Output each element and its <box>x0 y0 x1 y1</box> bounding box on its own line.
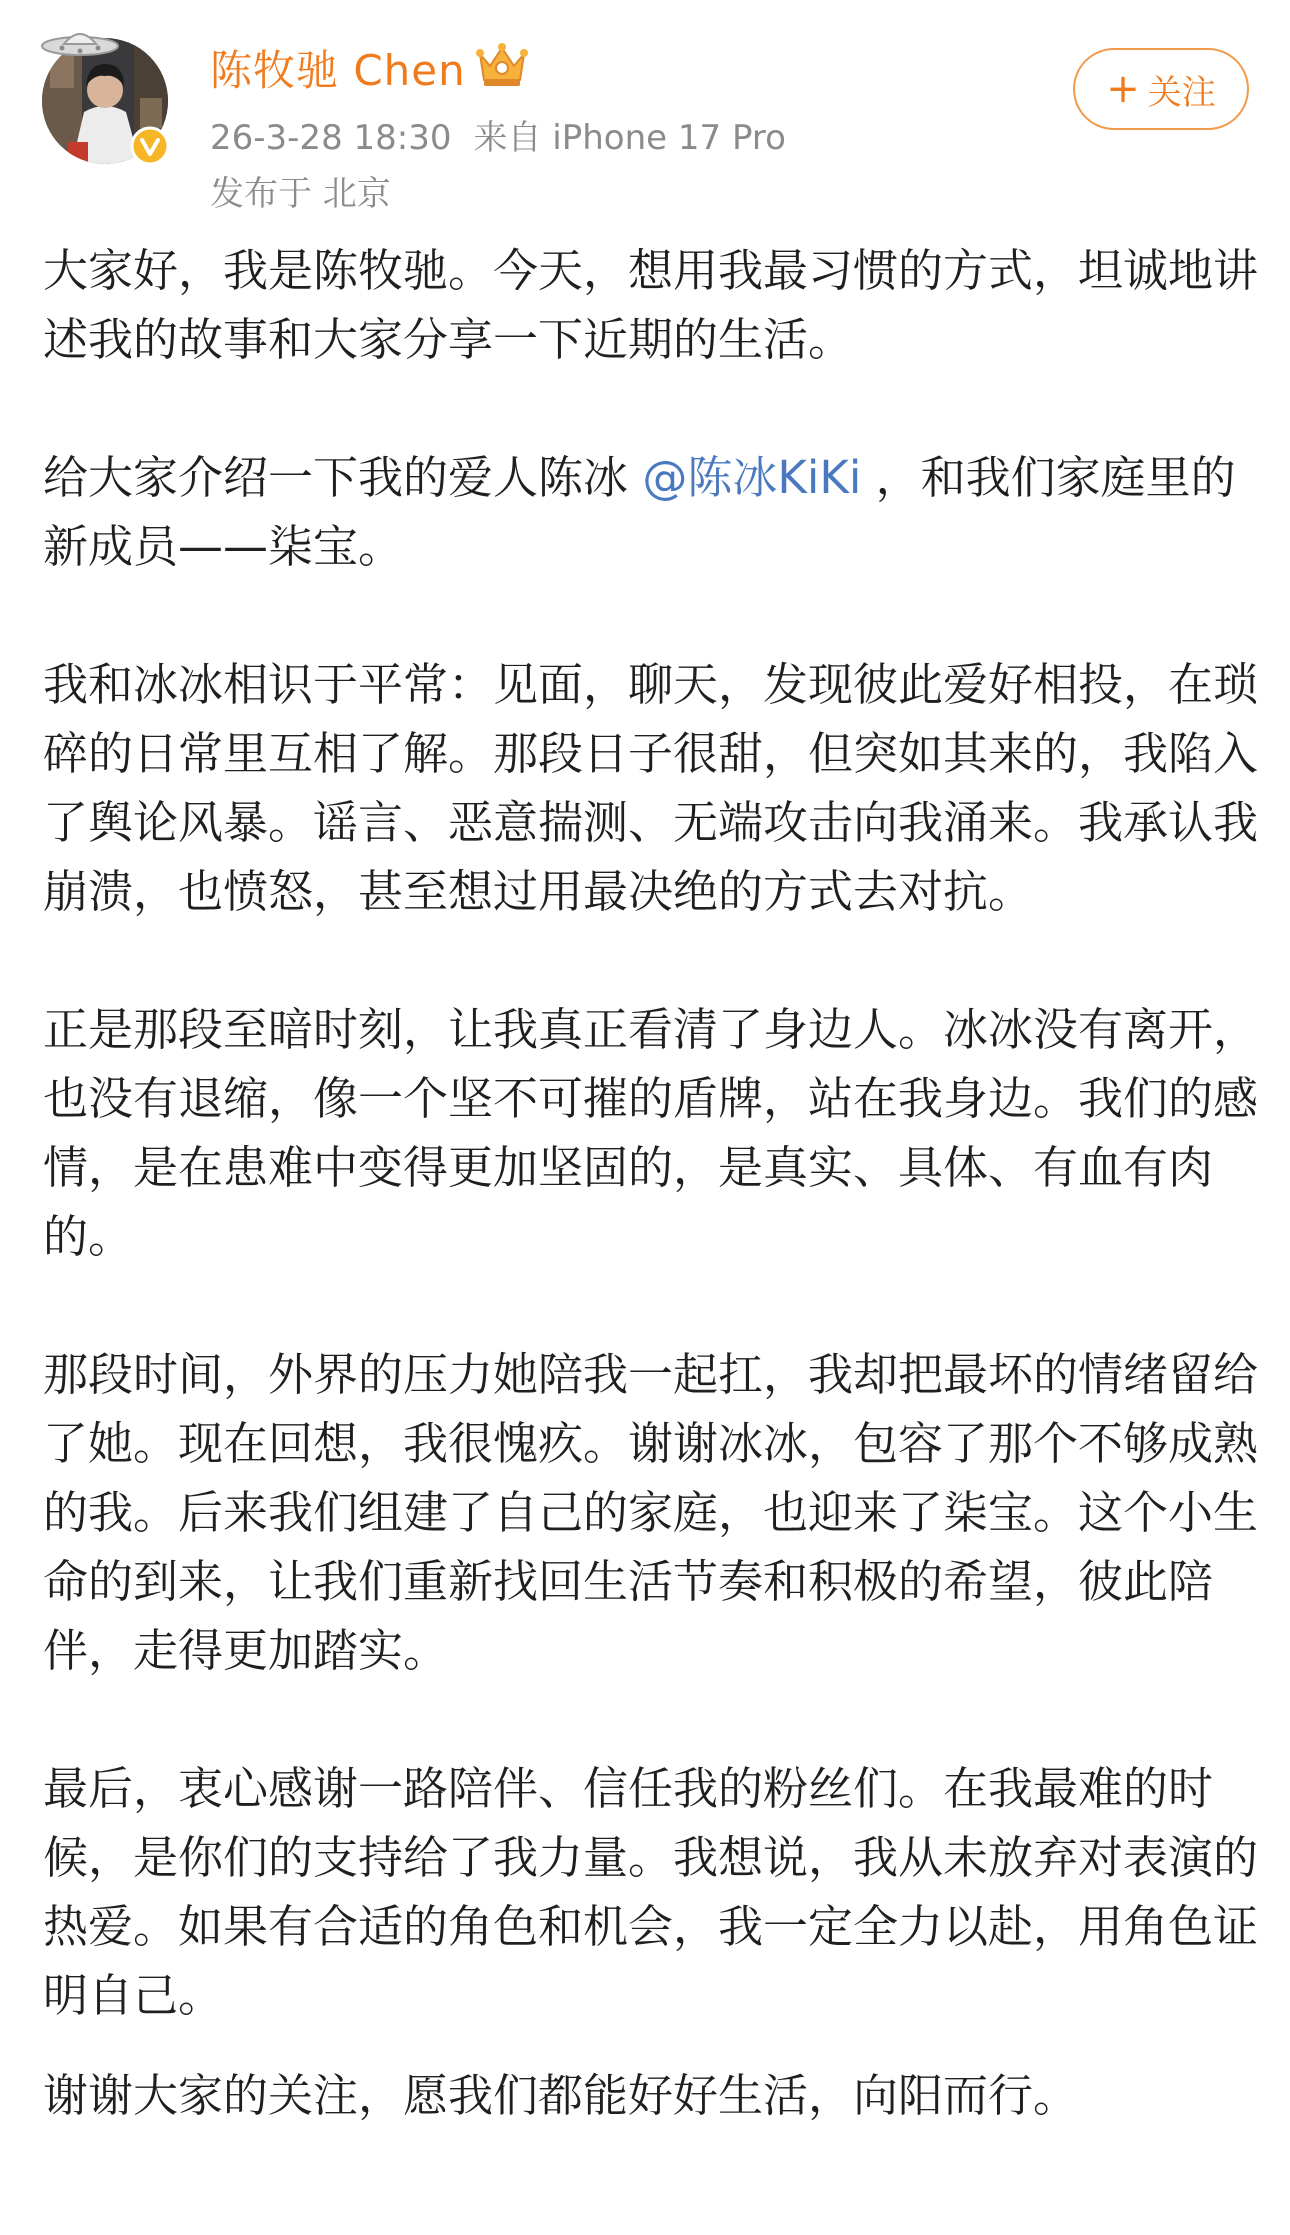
paragraph-4: 正是那段至暗时刻，让我真正看清了身边人。冰冰没有离开，也没有退缩，像一个坚不可摧的盾牌，站在我身边。我们的感情，是在患难中变得更加坚固的，是真实、具体、有血有肉的。 <box>43 1003 1259 1263</box>
ufo-icon <box>38 22 122 62</box>
verified-icon <box>130 126 170 166</box>
follow-button[interactable] <box>1073 48 1249 130</box>
paragraph-6: 最后，衷心感谢一路陪伴、信任我的粉丝们。在我最难的时候，是你们的支持给了我力量。我想说，我从未放弃对表演的热爱。如果有合适的角色和机会，我一定全力以赴，用角色证明自己。 <box>43 1762 1259 2022</box>
plus-icon: + <box>1106 66 1140 112</box>
post-body <box>43 236 1258 2130</box>
author-name[interactable]: 陈牧驰 Chen <box>210 46 466 95</box>
post-timestamp: 26-3-28 18:30 <box>210 118 452 158</box>
post-header <box>0 0 1290 220</box>
paragraph-2-text-after: ，和我们家庭里的新成员——柒宝。 <box>43 451 1236 573</box>
post-source: 来自 iPhone 17 Pro <box>473 118 786 158</box>
post-location: 发布于 北京 <box>210 174 391 214</box>
mention-link[interactable]: @陈冰KiKi <box>642 451 862 504</box>
follow-button-label: 关注 <box>1147 72 1216 113</box>
paragraph-2-text-before: 给大家介绍一下我的爱人陈冰 <box>43 451 643 504</box>
post-meta <box>210 110 786 159</box>
paragraph-2 <box>43 443 1258 581</box>
crown-icon <box>474 40 530 90</box>
paragraph-5: 那段时间，外界的压力她陪我一起扛，我却把最坏的情绪留给了她。现在回想，我很愧疚。谢谢冰冰，包容了那个不够成熟的我。后来我们组建了自己的家庭，也迎来了柒宝。这个小生命的到来，让我们重新找回生活节奏和积极的希望，彼此陪伴，走得更加踏实。 <box>43 1348 1259 1677</box>
avatar-container[interactable] <box>38 28 174 164</box>
paragraph-3: 我和冰冰相识于平常：见面，聊天，发现彼此爱好相投，在琐碎的日常里互相了解。那段日子很甜，但突如其来的，我陷入了舆论风暴。谣言、恶意揣测、无端攻击向我涌来。我承认我崩溃，也愤怒，甚至想过用最决绝的方式去对抗。 <box>43 658 1259 918</box>
paragraph-7: 谢谢大家的关注，愿我们都能好好生活，向阳而行。 <box>43 2069 1079 2122</box>
paragraph-1: 大家好，我是陈牧驰。今天，想用我最习惯的方式，坦诚地讲述我的故事和大家分享一下近期的生活。 <box>43 244 1259 366</box>
